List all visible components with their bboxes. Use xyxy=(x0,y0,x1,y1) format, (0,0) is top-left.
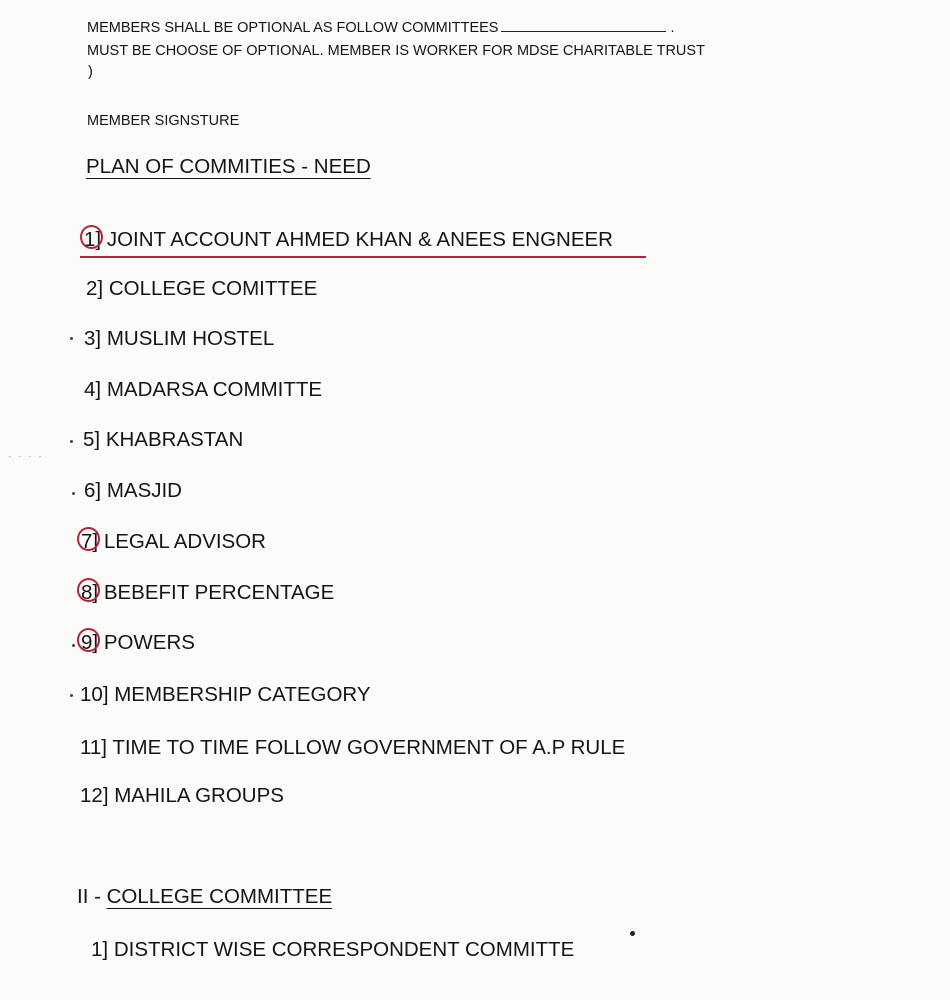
pen-tick-mark xyxy=(70,440,73,443)
red-circle-mark xyxy=(77,578,100,602)
section-2-item-1 xyxy=(91,938,574,962)
margin-dots: · · · · xyxy=(8,451,44,462)
pen-tick-mark xyxy=(72,644,75,647)
section-2-item-text: DISTRICT WISE CORRESPONDENT COMMITTE xyxy=(113,938,575,961)
red-circle-mark xyxy=(77,527,100,551)
plan-item-7 xyxy=(81,530,266,554)
plan-item-text: MEMBERSHIP CATEGORY xyxy=(114,683,371,706)
plan-item-5 xyxy=(83,428,243,452)
plan-item-9 xyxy=(81,631,195,655)
plan-item-text: COLLEGE COMITTEE xyxy=(108,277,318,300)
plan-item-text: MUSLIM HOSTEL xyxy=(106,327,275,350)
fill-in-blank xyxy=(501,19,666,32)
plan-item-text: MADARSA COMMITTE xyxy=(106,378,323,401)
plan-item-number: 4] xyxy=(84,378,102,401)
plan-item-text: KHABRASTAN xyxy=(105,428,244,451)
plan-item-10 xyxy=(80,683,371,707)
plan-item-3 xyxy=(84,327,274,351)
plan-item-text: JOINT ACCOUNT AHMED KHAN & ANEES ENGNEER xyxy=(106,228,613,251)
plan-item-number: 8] xyxy=(81,581,98,605)
header-line-1-end: . xyxy=(670,20,675,36)
plan-item-6 xyxy=(84,479,182,503)
red-underline-mark xyxy=(80,256,646,258)
plan-item-number: 10] xyxy=(80,683,109,706)
plan-item-text: LEGAL ADVISOR xyxy=(103,530,266,553)
plan-item-number: 3] xyxy=(84,327,102,350)
plan-item-2 xyxy=(86,277,317,301)
header-line-2: MUST BE CHOOSE OF OPTIONAL. MEMBER IS WORKER FOR MDSE CHARITABLE TRUST xyxy=(87,43,705,59)
plan-item-text: TIME TO TIME FOLLOW GOVERNMENT OF A.P RULE xyxy=(112,736,626,759)
header-line-1 xyxy=(87,19,675,36)
plan-item-text: MASJID xyxy=(106,479,182,502)
header-line-3: ) xyxy=(88,64,93,80)
plan-item-text: MAHILA GROUPS xyxy=(114,784,284,807)
plan-item-number: 12] xyxy=(80,784,109,807)
red-circle-mark xyxy=(80,225,103,249)
plan-item-number: 1] xyxy=(84,228,101,252)
plan-item-12 xyxy=(80,784,284,808)
plan-item-11 xyxy=(80,736,625,760)
plan-item-number: 11] xyxy=(80,736,107,759)
plan-item-text: POWERS xyxy=(103,631,195,654)
red-circle-mark xyxy=(77,628,100,652)
plan-item-1 xyxy=(84,228,613,252)
section-2-prefix: II - xyxy=(77,885,107,908)
section-2-title: COLLEGE COMMITTEE xyxy=(106,885,333,908)
plan-item-number: 9] xyxy=(81,631,98,655)
pen-tick-mark xyxy=(70,694,73,697)
plan-item-number: 2] xyxy=(86,277,104,300)
header-text-1: MEMBERS SHALL BE OPTIONAL AS FOLLOW COMMITTEES xyxy=(87,20,499,36)
section-2-heading xyxy=(77,885,332,909)
plan-item-number: 6] xyxy=(84,479,102,502)
plan-item-text: BEBEFIT PERCENTAGE xyxy=(103,581,335,604)
pen-tick-mark xyxy=(72,492,75,495)
plan-item-4 xyxy=(84,378,322,402)
signature-label: MEMBER SIGNSTURE xyxy=(87,113,240,129)
plan-item-8 xyxy=(81,581,334,605)
section-2-item-number: 1] xyxy=(91,938,109,961)
pen-tick-mark xyxy=(70,337,73,340)
plan-item-number: 5] xyxy=(83,428,101,451)
ink-dot xyxy=(630,931,635,936)
plan-heading: PLAN OF COMMITIES - NEED xyxy=(86,155,371,178)
plan-item-number: 7] xyxy=(81,530,98,554)
